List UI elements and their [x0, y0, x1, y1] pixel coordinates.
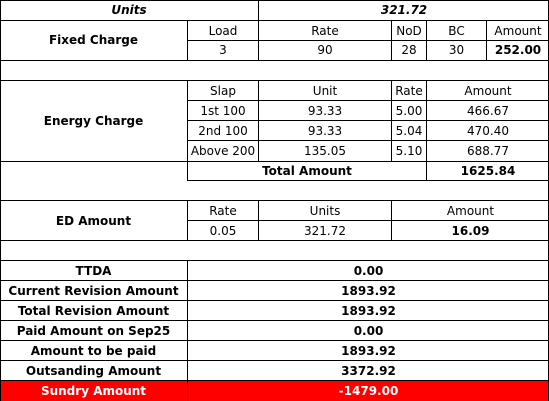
grid-line [187, 260, 188, 401]
energy-unit: 93.33 [307, 103, 343, 118]
energy-header-amount: Amount [464, 83, 512, 98]
energy-amount: 470.40 [467, 123, 509, 138]
fixed-header-amount: Amount [494, 23, 542, 38]
fixed-header-nod: NoD [396, 23, 422, 38]
grid-line [0, 280, 549, 281]
units-label: Units [111, 3, 147, 17]
ed-header-amount: Amount [446, 203, 495, 218]
grid-line [188, 40, 549, 41]
summary-value: 0.00 [353, 263, 384, 278]
grid-line [0, 340, 549, 341]
grid-line [0, 360, 549, 361]
grid-line [0, 260, 549, 261]
summary-value: 1893.92 [341, 303, 396, 318]
summary-value: 1893.92 [341, 343, 396, 358]
grid-line [188, 180, 549, 181]
summary-label: Paid Amount on Sep25 [16, 323, 171, 338]
energy-header-unit: Unit [312, 83, 338, 98]
fixed-rate-value: 90 [317, 43, 333, 57]
grid-line [188, 120, 549, 121]
summary-value: 3372.92 [341, 363, 396, 378]
summary-value: 0.00 [353, 323, 384, 338]
grid-line [188, 140, 549, 141]
grid-line [0, 161, 549, 162]
grid-line [0, 60, 549, 61]
energy-slab: 1st 100 [200, 103, 246, 118]
energy-total-value: 1625.84 [460, 164, 516, 178]
ed-rate-value: 0.05 [209, 223, 237, 238]
sundry-amount-value: -1479.00 [188, 381, 549, 401]
energy-header-slap: Slap [210, 83, 236, 98]
ed-amount-value: 16.09 [451, 223, 490, 238]
energy-amount: 688.77 [467, 144, 509, 158]
units-value: 321.72 [380, 3, 428, 17]
energy-total-label: Total Amount [262, 164, 352, 178]
summary-label: TTDA [75, 263, 112, 278]
summary-label: Current Revision Amount [8, 283, 179, 298]
grid-line [0, 380, 549, 381]
grid-line [0, 240, 549, 241]
grid-line [0, 300, 549, 301]
grid-line [0, 80, 549, 81]
fixed-bc-value: 30 [448, 43, 465, 57]
grid-line [391, 20, 392, 60]
ed-units-value: 321.72 [304, 223, 346, 238]
fixed-charge-label: Fixed Charge [48, 33, 139, 47]
grid-line [187, 80, 188, 181]
ed-amount-label: ED Amount [55, 213, 132, 228]
energy-unit: 93.33 [307, 123, 343, 138]
grid-line [426, 20, 427, 60]
summary-label: Outsanding Amount [25, 363, 162, 378]
grid-line [258, 80, 259, 161]
grid-line [187, 200, 188, 240]
energy-rate: 5.10 [395, 144, 423, 158]
grid-line [0, 0, 1, 401]
ed-header-units: Units [309, 203, 341, 218]
energy-charge-label: Energy Charge [43, 114, 144, 128]
grid-line [0, 320, 549, 321]
grid-line [187, 20, 188, 60]
grid-line [0, 200, 549, 201]
fixed-nod-value: 28 [401, 43, 417, 57]
grid-line [258, 0, 259, 20]
summary-label: Total Revision Amount [17, 303, 170, 318]
energy-amount: 466.67 [467, 103, 509, 118]
grid-line [188, 100, 549, 101]
grid-line [391, 80, 392, 161]
ed-header-rate: Rate [209, 203, 237, 218]
energy-header-rate: Rate [395, 83, 423, 98]
grid-line [391, 200, 392, 240]
fixed-header-load: Load [208, 23, 238, 38]
energy-slab: 2nd 100 [198, 123, 248, 138]
energy-unit: 135.05 [304, 144, 346, 158]
grid-line [0, 0, 549, 1]
energy-rate: 5.04 [395, 123, 423, 138]
grid-line [0, 20, 549, 21]
fixed-amount-value: 252.00 [494, 43, 542, 57]
fixed-header-bc: BC [448, 23, 465, 38]
summary-label: Amount to be paid [30, 343, 157, 358]
grid-line [258, 20, 259, 60]
energy-slab: Above 200 [190, 144, 256, 158]
fixed-header-rate: Rate [311, 23, 339, 38]
grid-line [188, 220, 549, 221]
grid-line [258, 200, 259, 240]
energy-rate: 5.00 [395, 103, 423, 118]
grid-line [426, 80, 427, 181]
fixed-load-value: 3 [219, 43, 227, 57]
summary-value: 1893.92 [341, 283, 396, 298]
grid-line [486, 20, 487, 60]
sundry-amount-label: Sundry Amount [0, 381, 187, 401]
